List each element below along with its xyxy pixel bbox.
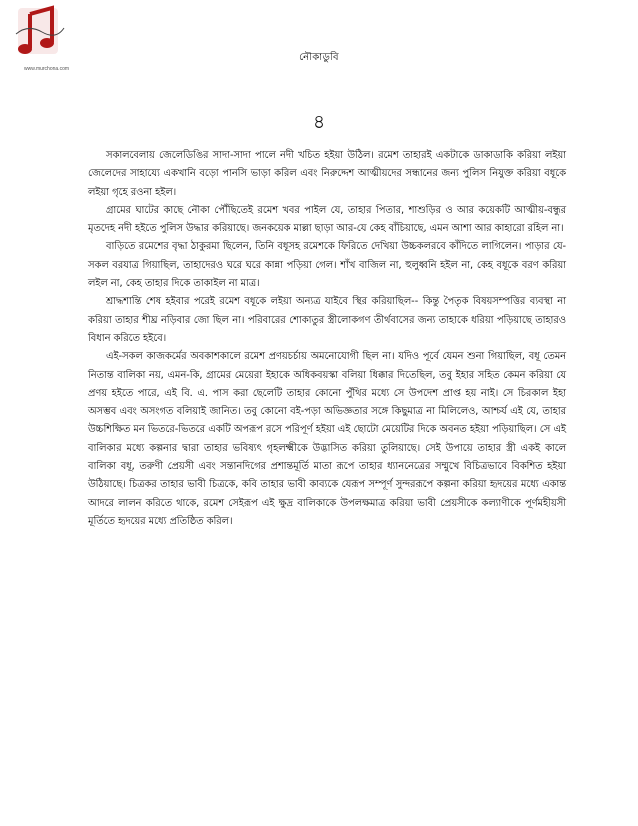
paragraph: সকালবেলায় জেলেডিঙির সাদা-সাদা পালে নদী খচিত হইয়া উঠিল। রমেশ তাহারই একটাকে ডাকাডাকি করিয়া লইয়া জেলেদের সাহায্যে একখানি বড়ো পানসি ভাড়া করিল এবং নিরুদ্দেশ আত্মীয়দের সন্ধানের জন্য পুলিস নিযুক্ত করিয়া বধূকে লইয়া গৃহে রওনা হইল। [88, 150, 566, 198]
paragraph: শ্রাদ্ধশান্তি শেষ হইবার পরেই রমেশ বধূকে লইয়া অন্যত্র যাইবে স্থির করিয়াছিল-- কিন্তু পৈতৃক বিষয়সম্পত্তির ব্যবস্থা না করিয়া তাহার শীঘ্র নড়িবার জো ছিল না। পরিবারের শোকাতুর স্ত্রীলোকগণ তীর্থবাসের জন্য তাহাকে ধরিয়া পড়িয়াছে তাহারও বিধান করিতে হইবে। [88, 296, 566, 344]
chapter-body [88, 147, 566, 531]
logo-url-text: www.murchona.com [24, 66, 70, 72]
book-title: নৌকাডুবি [299, 52, 339, 63]
paragraph: এই-সকল কাজকর্মের অবকাশকালে রমেশ প্রণয়চর্চায় অমনোযোগী ছিল না। যদিও পূর্বে যেমন শুনা গিয়াছিল, বধূ তেমন নিতান্ত বালিকা নয়, এমন-কি, গ্রামের মেয়েরা ইহাকে অধিকবয়স্কা বলিয়া ধিক্কার দিতেছিল, তবু ইহার সহিত কেমন করিয়া যে প্রণয় হইতে পারে, এই বি. এ. পাস করা ছেলেটি তাহার কোনো পুঁথির মধ্যে সে উপদেশ প্রাপ্ত হয় নাই। সে চিরকাল ইহা অসম্ভব এবং অসংগত বলিয়াই জানিত। তবু কোনো বই-পড়া অভিজ্ঞতার সঙ্গে কিছুমাত্র না মিলিলেও, আশ্চর্য এই যে, তাহার উচ্চশিক্ষিত মন ভিতরে-ভিতরে একটি অপরূপ রসে পরিপূর্ণ হইয়া এই ছোটো মেয়েটির দিকে অবনত হইয়া পড়িয়াছিল। সে এই বালিকার মধ্যে কল্পনার দ্বারা তাহার ভবিষ্যৎ গৃহলক্ষ্মীকে উদ্ভাসিত করিয়া তুলিয়াছে। সেই উপায়ে তাহার স্ত্রী একই কালে বালিকা বধূ, তরুণী প্রেয়সী এবং সন্তানদিগের প্রশান্তমূর্তি মাতা রূপে তাহার ধ্যাননেত্রের সম্মুখে বিচিত্রভাবে বিকশিত হইয়া উঠিয়াছে। চিত্রকর তাহার ভাবী চিত্রকে, কবি তাহার ভাবী কাব্যকে যেরূপ সম্পূর্ণ সুন্দররূপে কল্পনা করিয়া হৃদয়ের মধ্যে একান্ত আদরে লালন করিতে থাকে, রমেশ সেইরূপ এই ক্ষুদ্র বালিকাকে উপলক্ষমাত্র করিয়া ভাবী প্রেয়সীকে কল্যাণীকে পূর্ণমহীয়সী মূর্তিতে হৃদয়ের মধ্যে প্রতিষ্ঠিত করিল। [88, 351, 566, 527]
paragraph: বাড়িতে রমেশের বৃদ্ধা ঠাকুরমা ছিলেন, তিনি বধূসহ রমেশকে ফিরিতে দেখিয়া উচ্চকলরবে কাঁদিতে লাগিলেন। পাড়ার যে-সকল বরযাত্র গিয়াছিল, তাহাদেরও ঘরে ঘরে কান্না পড়িয়া গেল। শাঁখ বাজিল না, হুলুধ্বনি হইল না, কেহ বধূকে বরণ করিয়া লইল না, কেহ তাহার দিকে তাকাইল না মাত্র। [88, 241, 566, 290]
paragraph: গ্রামের ঘাটের কাছে নৌকা পৌঁছিতেই রমেশ খবর পাইল যে, তাহার পিতার, শাশুড়ির ও আর কয়েকটি আত্মীয়-বন্ধুর মৃতদেহ নদী হইতে পুলিস উদ্ধার করিয়াছে। জনকয়েক মাল্লা ছাড়া আর-যে কেহ বাঁচিয়াছে, এমন আশা আর কাহারো রহিল না। [88, 204, 566, 235]
chapter-number: ৪ [312, 111, 326, 133]
